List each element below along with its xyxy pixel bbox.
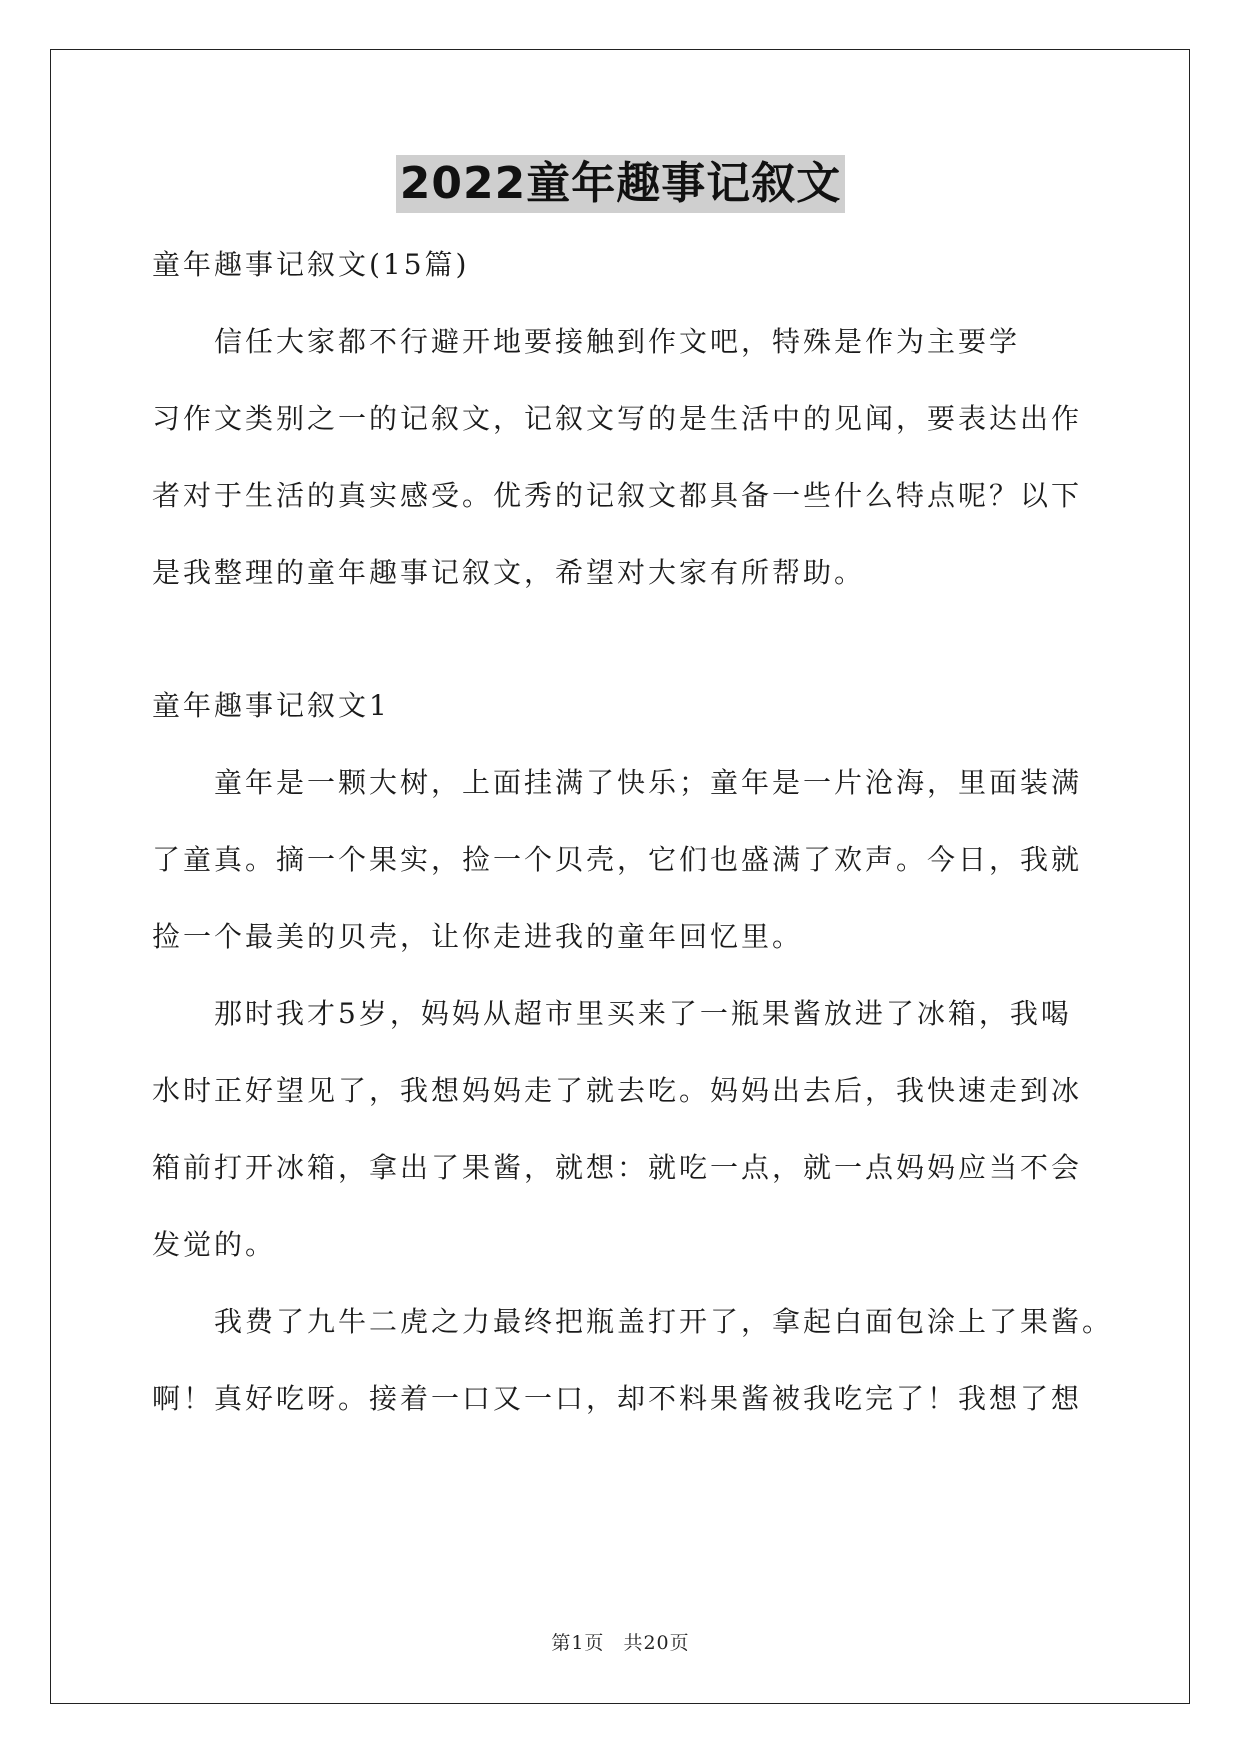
- page-total: 共20页: [623, 1632, 690, 1654]
- body-paragraphs: [152, 744, 1114, 1437]
- body-line: 啊！真好吃呀。接着一口又一口，却不料果酱被我吃完了！我想了想: [152, 1382, 1083, 1415]
- page-number: 第1页: [551, 1632, 605, 1654]
- intro-line: 习作文类别之一的记叙文，记叙文写的是生活中的见闻，要表达出作: [152, 402, 1083, 435]
- subtitle-block: [152, 226, 1092, 303]
- page-footer: [0, 1628, 1241, 1655]
- body-line: 了童真。摘一个果实，捡一个贝壳，它们也盛满了欢声。今日，我就: [152, 843, 1083, 876]
- intro-line: 者对于生活的真实感受。优秀的记叙文都具备一些什么特点呢？以下: [152, 479, 1083, 512]
- title-container: [0, 155, 1241, 213]
- body-line: 捡一个最美的贝壳，让你走进我的童年回忆里。: [152, 920, 804, 953]
- intro-line: 信任大家都不行避开地要接触到作文吧，特殊是作为主要学: [152, 325, 1021, 358]
- intro-paragraph: [152, 303, 1092, 611]
- body-line: 我费了九牛二虎之力最终把瓶盖打开了，拿起白面包涂上了果酱。: [152, 1305, 1114, 1338]
- section-heading-block: [152, 667, 1092, 744]
- subtitle: 童年趣事记叙文(15篇): [152, 248, 470, 281]
- section-heading: 童年趣事记叙文1: [152, 689, 390, 722]
- body-line: 发觉的。: [152, 1228, 277, 1261]
- intro-line: 是我整理的童年趣事记叙文，希望对大家有所帮助。: [152, 556, 866, 589]
- body-line: 童年是一颗大树，上面挂满了快乐；童年是一片沧海，里面装满: [152, 766, 1083, 799]
- body-line: 那时我才5岁，妈妈从超市里买来了一瓶果酱放进了冰箱，我喝: [152, 997, 1072, 1030]
- document-title: 2022童年趣事记叙文: [396, 155, 845, 213]
- body-line: 箱前打开冰箱，拿出了果酱，就想：就吃一点，就一点妈妈应当不会: [152, 1151, 1083, 1184]
- body-line: 水时正好望见了，我想妈妈走了就去吃。妈妈出去后，我快速走到冰: [152, 1074, 1083, 1107]
